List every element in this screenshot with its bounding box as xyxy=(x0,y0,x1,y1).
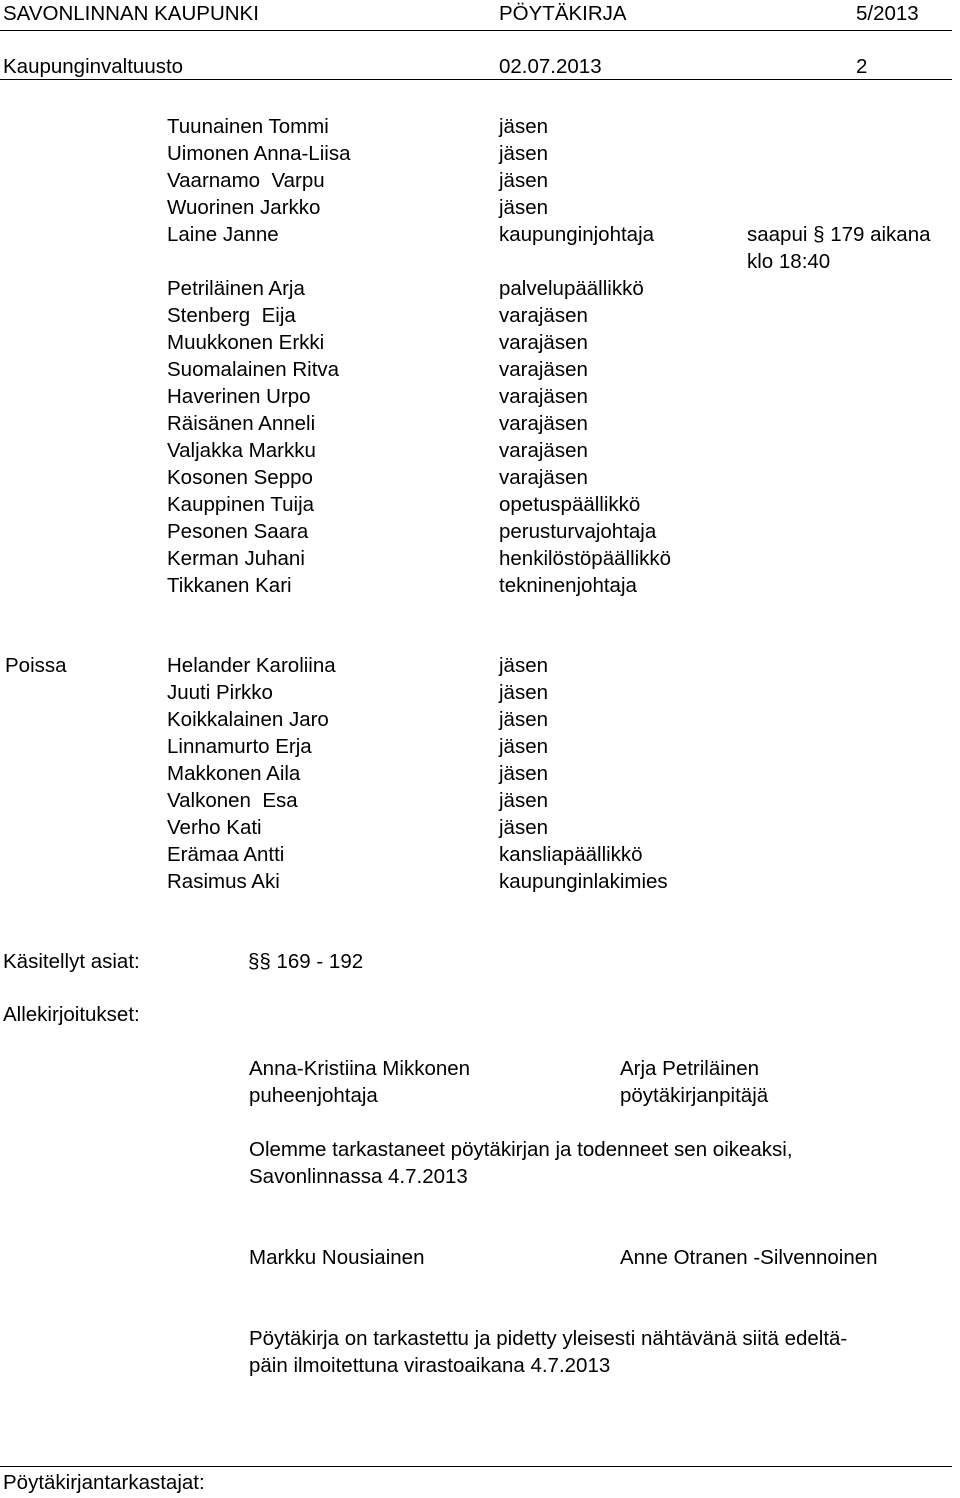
person-role: opetuspäällikkö xyxy=(499,493,641,516)
person-role: tekninenjohtaja xyxy=(499,574,637,597)
person-name: Wuorinen Jarkko xyxy=(167,196,321,219)
person-role: jäsen xyxy=(499,681,549,704)
examiner-1-name: Markku Nousiainen xyxy=(249,1246,425,1269)
list-item xyxy=(0,841,960,868)
person-name: Petriläinen Arja xyxy=(167,277,305,300)
person-role: kaupunginjohtaja xyxy=(499,223,655,246)
person-role: jäsen xyxy=(499,735,549,758)
list-item xyxy=(0,787,960,814)
verification-text: Olemme tarkastaneet pöytäkirjan ja todenneet sen oikeaksi, xyxy=(249,1138,793,1161)
person-name: Koikkalainen Jaro xyxy=(167,708,329,731)
person-name: Tuunainen Tommi xyxy=(167,115,329,138)
list-item xyxy=(0,545,960,572)
list-item xyxy=(0,437,960,464)
person-name: Kosonen Seppo xyxy=(167,466,313,489)
document-type: PÖYTÄKIRJA xyxy=(499,2,627,25)
list-item xyxy=(0,140,960,167)
person-role: varajäsen xyxy=(499,304,588,327)
person-role: henkilöstöpäällikkö xyxy=(499,547,672,570)
person-name: Haverinen Urpo xyxy=(167,385,311,408)
person-name: Linnamurto Erja xyxy=(167,735,312,758)
person-name: Valjakka Markku xyxy=(167,439,316,462)
person-role: jäsen xyxy=(499,142,549,165)
signatures-label: Allekirjoitukset: xyxy=(3,1003,140,1026)
examiner-2-name: Anne Otranen -Silvennoinen xyxy=(620,1246,878,1269)
list-item xyxy=(0,113,960,140)
list-item xyxy=(0,760,960,787)
list-item xyxy=(0,733,960,760)
list-item xyxy=(0,383,960,410)
person-role: kaupunginlakimies xyxy=(499,870,668,893)
person-name: Erämaa Antti xyxy=(167,843,285,866)
page-number: 2 xyxy=(856,55,868,78)
person-role: kansliapäällikkö xyxy=(499,843,643,866)
arrival-note: saapui § 179 aikana xyxy=(747,223,931,246)
person-name: Helander Karoliina xyxy=(167,654,336,677)
list-item xyxy=(0,464,960,491)
list-item xyxy=(0,329,960,356)
document-number: 5/2013 xyxy=(856,2,919,25)
chair-title: puheenjohtaja xyxy=(249,1084,378,1107)
list-item xyxy=(0,652,960,679)
person-name: Pesonen Saara xyxy=(167,520,309,543)
matters-label: Käsitellyt asiat: xyxy=(3,950,140,973)
person-name: Laine Janne xyxy=(167,223,279,246)
list-item xyxy=(0,868,960,895)
list-item xyxy=(0,814,960,841)
person-name: Stenberg Eija xyxy=(167,304,296,327)
footer-rule xyxy=(0,1466,952,1467)
body-name: Kaupunginvaltuusto xyxy=(3,55,184,78)
person-role: perusturvajohtaja xyxy=(499,520,657,543)
secretary-name: Arja Petriläinen xyxy=(620,1057,760,1080)
arrival-time: klo 18:40 xyxy=(747,250,831,273)
list-item xyxy=(0,302,960,329)
header-rule xyxy=(0,30,952,31)
list-item xyxy=(0,679,960,706)
list-item xyxy=(0,410,960,437)
list-item xyxy=(0,221,960,248)
verification-place-date: Savonlinnassa 4.7.2013 xyxy=(249,1165,468,1188)
person-role: palvelupäällikkö xyxy=(499,277,644,300)
list-item xyxy=(0,572,960,599)
person-role: jäsen xyxy=(499,789,549,812)
meeting-date: 02.07.2013 xyxy=(499,55,602,78)
posting-text-line-1: Pöytäkirja on tarkastettu ja pidetty yleisesti nähtävänä siitä edeltä- xyxy=(249,1327,848,1350)
chair-name: Anna-Kristiina Mikkonen xyxy=(249,1057,471,1080)
header-rule-2 xyxy=(0,79,952,80)
footer-label: Pöytäkirjantarkastajat: xyxy=(3,1471,205,1494)
person-role: varajäsen xyxy=(499,358,588,381)
person-name: Uimonen Anna-Liisa xyxy=(167,142,351,165)
list-item xyxy=(0,194,960,221)
list-item xyxy=(0,167,960,194)
list-item xyxy=(0,518,960,545)
person-role: jäsen xyxy=(499,169,549,192)
person-name: Tikkanen Kari xyxy=(167,574,292,597)
person-role: jäsen xyxy=(499,115,549,138)
list-item xyxy=(0,275,960,302)
person-role: jäsen xyxy=(499,196,549,219)
list-item xyxy=(0,491,960,518)
list-item xyxy=(0,706,960,733)
person-name: Suomalainen Ritva xyxy=(167,358,340,381)
person-name: Kerman Juhani xyxy=(167,547,305,570)
person-role: varajäsen xyxy=(499,385,588,408)
person-role: jäsen xyxy=(499,816,549,839)
person-name: Vaarnamo Varpu xyxy=(167,169,325,192)
person-name: Valkonen Esa xyxy=(167,789,298,812)
person-role: varajäsen xyxy=(499,331,588,354)
person-name: Räisänen Anneli xyxy=(167,412,316,435)
list-item xyxy=(0,248,960,275)
person-role: jäsen xyxy=(499,708,549,731)
person-role: varajäsen xyxy=(499,439,588,462)
absent-label: Poissa xyxy=(5,654,67,677)
person-role: varajäsen xyxy=(499,466,588,489)
person-role: varajäsen xyxy=(499,412,588,435)
person-name: Juuti Pirkko xyxy=(167,681,273,704)
person-name: Kauppinen Tuija xyxy=(167,493,315,516)
org-name: SAVONLINNAN KAUPUNKI xyxy=(3,2,259,25)
secretary-title: pöytäkirjanpitäjä xyxy=(620,1084,769,1107)
matters-range: §§ 169 - 192 xyxy=(248,950,364,973)
person-name: Rasimus Aki xyxy=(167,870,280,893)
person-name: Makkonen Aila xyxy=(167,762,301,785)
person-name: Muukkonen Erkki xyxy=(167,331,325,354)
person-role: jäsen xyxy=(499,654,549,677)
posting-text-line-2: päin ilmoitettuna virastoaikana 4.7.2013 xyxy=(249,1354,611,1377)
person-role: jäsen xyxy=(499,762,549,785)
list-item xyxy=(0,356,960,383)
person-name: Verho Kati xyxy=(167,816,262,839)
